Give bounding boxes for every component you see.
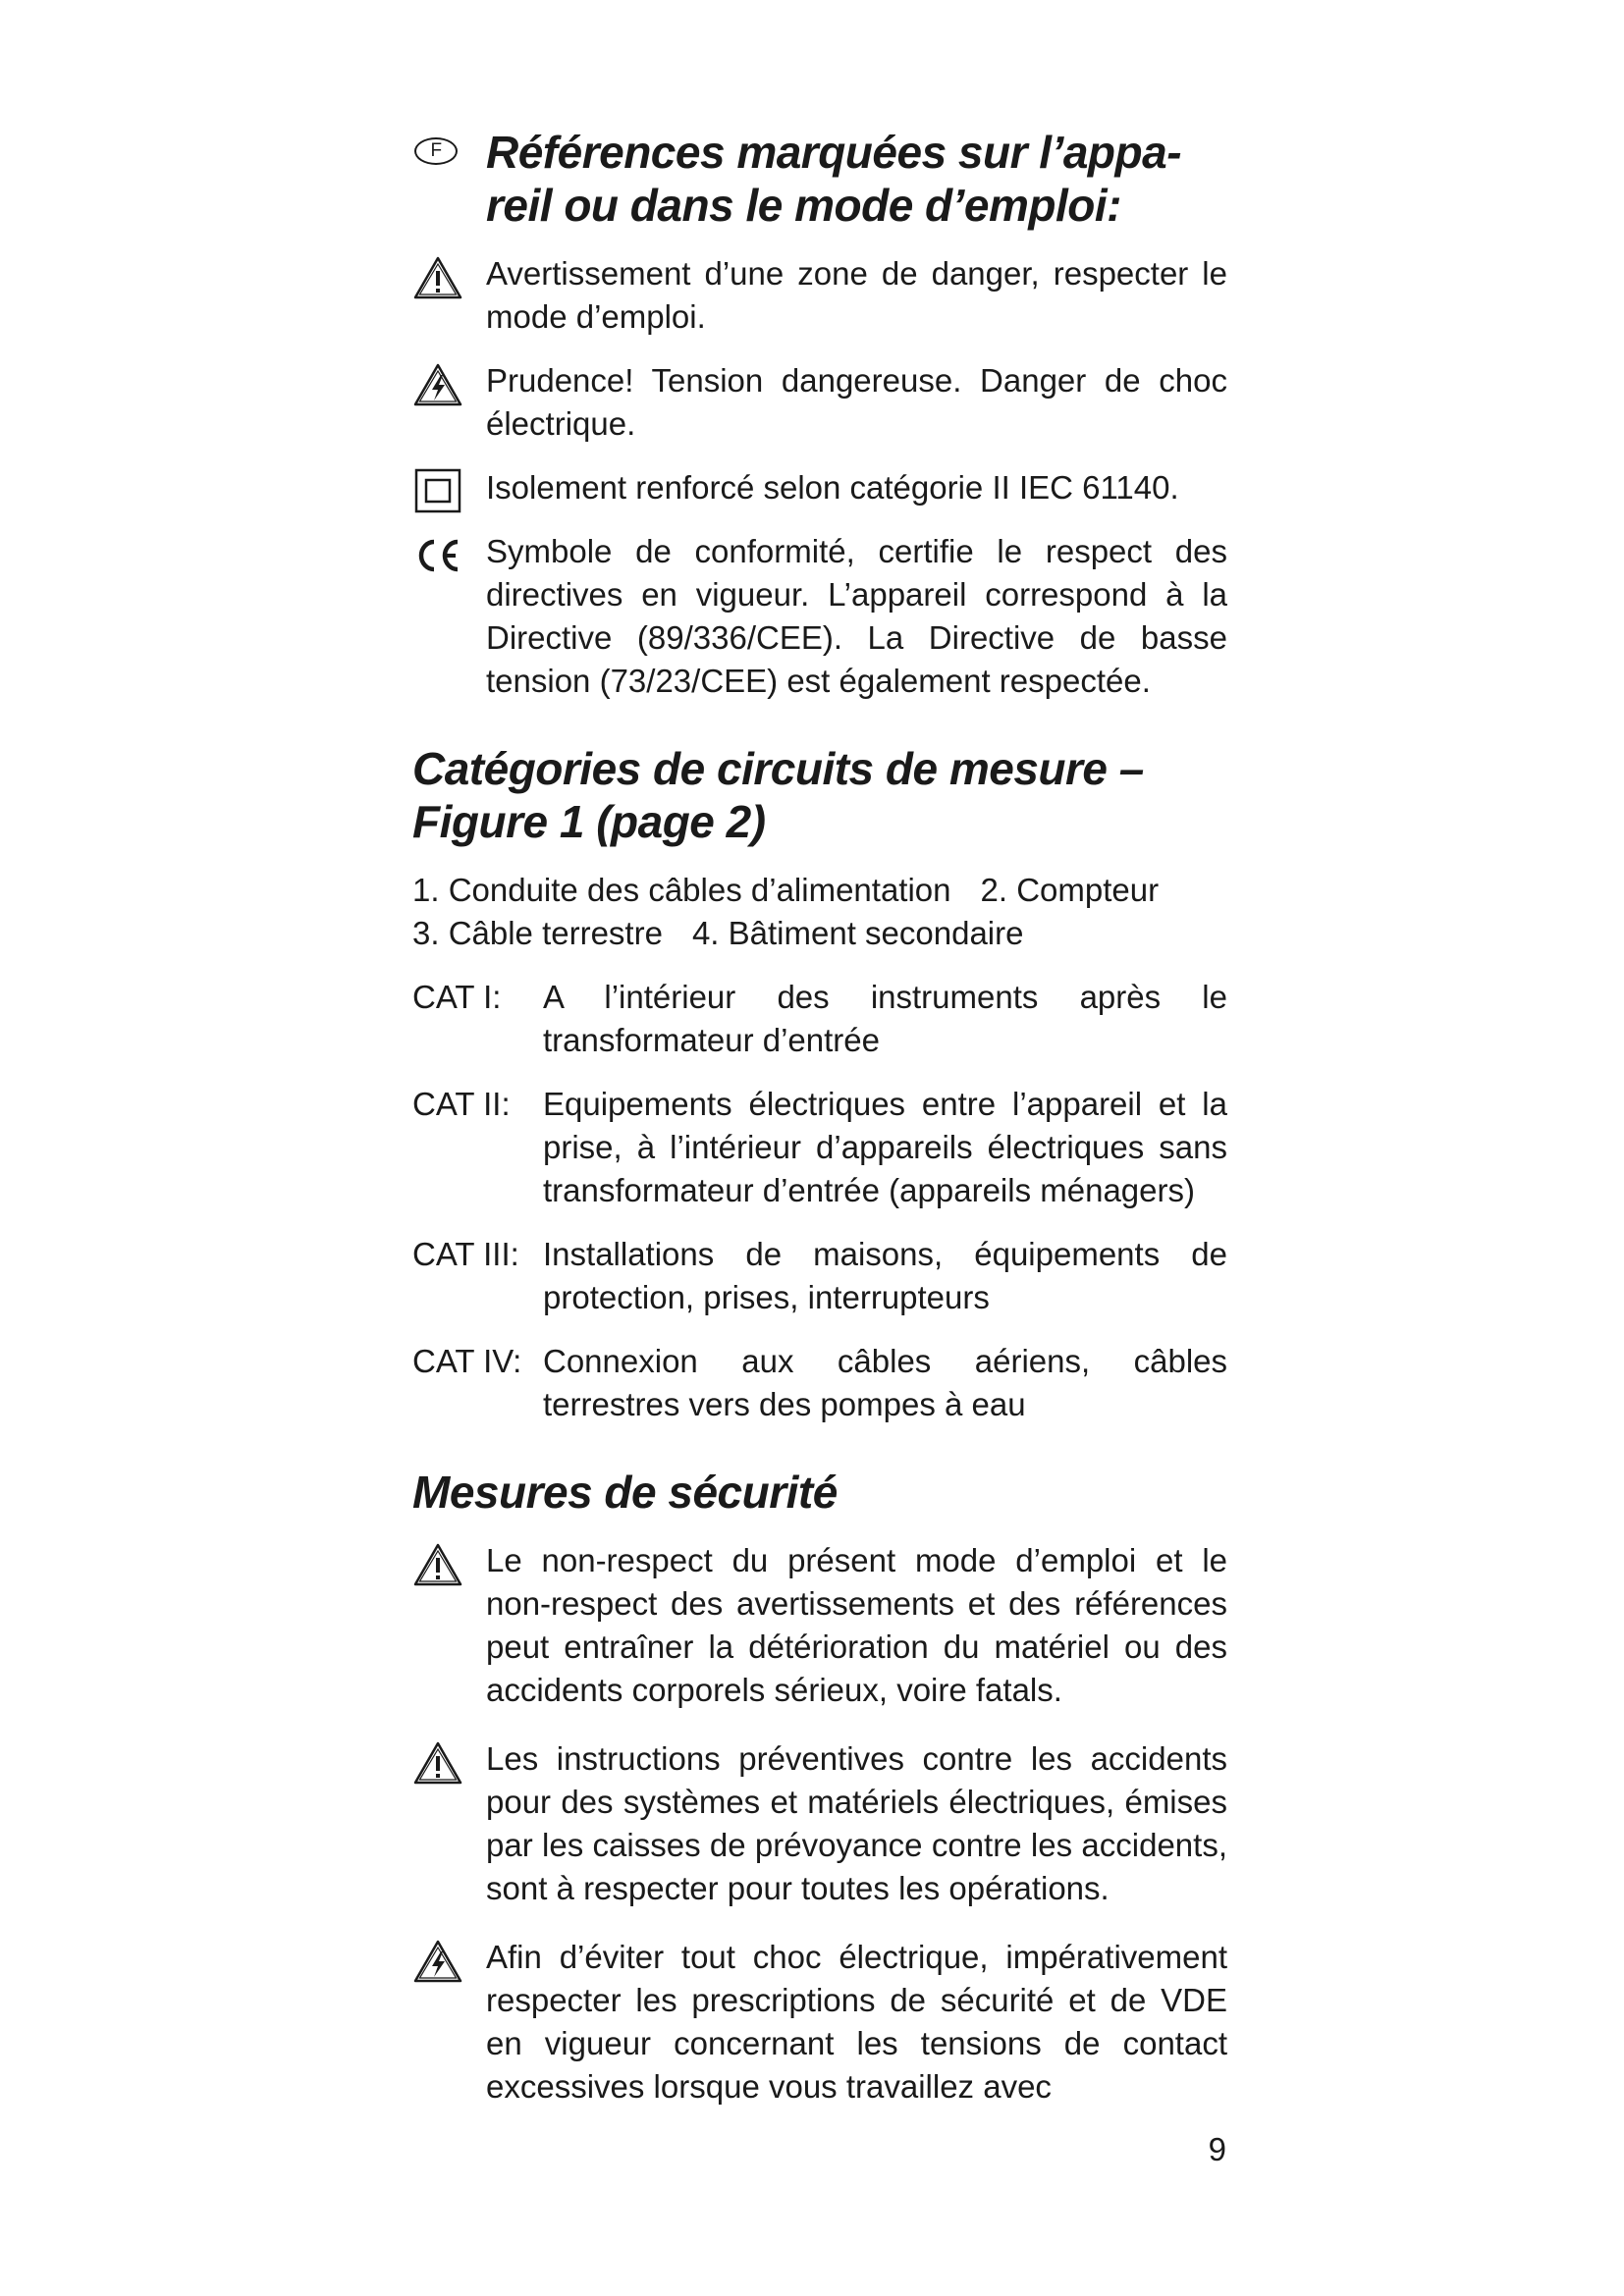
safety-item xyxy=(412,1539,1227,1712)
category-item xyxy=(412,1340,1227,1426)
category-label: CAT I: xyxy=(412,979,502,1015)
high-voltage-icon xyxy=(412,1938,463,1985)
section-title-line1: Catégories de circuits de mesure – xyxy=(412,743,1144,794)
category-text: A l’intérieur des instruments après le transformateur d’entrée xyxy=(543,979,1227,1058)
figure-legend xyxy=(412,869,1227,955)
high-voltage-icon xyxy=(412,361,463,408)
section-title-safety: Mesures de sécurité xyxy=(412,1467,838,1518)
ce-mark-icon xyxy=(412,532,463,579)
legend-item: 2. Compteur xyxy=(980,872,1160,908)
warning-triangle-icon xyxy=(412,254,463,301)
reference-item xyxy=(412,466,1227,509)
section-title-categories xyxy=(412,742,1227,848)
section-title-line1: Références marquées sur l’appa- xyxy=(486,127,1182,178)
category-label: CAT III: xyxy=(412,1236,519,1272)
reference-text: Prudence! Tension dangereuse. Danger de choc électrique. xyxy=(486,362,1227,442)
legend-line xyxy=(412,912,1227,955)
category-item xyxy=(412,1233,1227,1319)
reference-text: Avertissement d’une zone de danger, respecter le mode d’emploi. xyxy=(486,255,1227,335)
category-text: Equipements électriques entre l’appareil et la prise, à l’intérieur d’appareils électriques sans transformateur d’entrée (appareils ménagers) xyxy=(543,1086,1227,1208)
warning-triangle-icon xyxy=(412,1739,463,1787)
section-title-references xyxy=(412,126,1227,232)
category-text: Installations de maisons, équipements de protection, prises, interrupteurs xyxy=(543,1236,1227,1315)
reference-text: Isolement renforcé selon catégorie II IEC 61140. xyxy=(486,469,1179,506)
safety-item xyxy=(412,1737,1227,1910)
safety-text: Le non-respect du présent mode d’emploi et le non-respect des avertissements et des références peut entraîner la détérioration du matériel ou des accidents corporels sérieux, voire fatals. xyxy=(486,1542,1227,1708)
legend-item: 3. Câble terrestre xyxy=(412,915,663,951)
category-item xyxy=(412,976,1227,1062)
section-title-line2: reil ou dans le mode d’emploi: xyxy=(486,180,1121,231)
reference-item xyxy=(412,359,1227,446)
section-title-line2: Figure 1 (page 2) xyxy=(412,796,766,847)
double-insulation-icon xyxy=(412,468,463,515)
reference-item xyxy=(412,252,1227,339)
reference-text: Symbole de conformité, certifie le respect des directives en vigueur. L’appareil correspond à la Directive (89/336/CEE). La Directive de basse tension (73/23/CEE) est également respectée. xyxy=(486,533,1227,699)
manual-page xyxy=(412,126,1227,2109)
safety-text: Les instructions préventives contre les accidents pour des systèmes et matériels électriques, émises par les caisses de prévoyance contre les accidents, sont à respecter pour toutes les opérations. xyxy=(486,1740,1227,1906)
page-number: 9 xyxy=(1208,2131,1226,2167)
warning-triangle-icon xyxy=(412,1541,463,1588)
category-text: Connexion aux câbles aériens, câbles terrestres vers des pompes à eau xyxy=(543,1343,1227,1422)
safety-text: Afin d’éviter tout choc électrique, impérativement respecter les prescriptions de sécurité et de VDE en vigueur concernant les tensions de contact excessives lorsque vous travaillez avec xyxy=(486,1939,1227,2105)
legend-item: 4. Bâtiment secondaire xyxy=(691,915,1024,951)
language-badge: F xyxy=(414,137,458,165)
category-item xyxy=(412,1083,1227,1212)
category-label: CAT II: xyxy=(412,1086,511,1122)
legend-line xyxy=(412,869,1227,912)
legend-item: 1. Conduite des câbles d’alimentation xyxy=(412,872,951,908)
safety-item xyxy=(412,1936,1227,2109)
reference-item xyxy=(412,530,1227,703)
category-label: CAT IV: xyxy=(412,1343,522,1379)
